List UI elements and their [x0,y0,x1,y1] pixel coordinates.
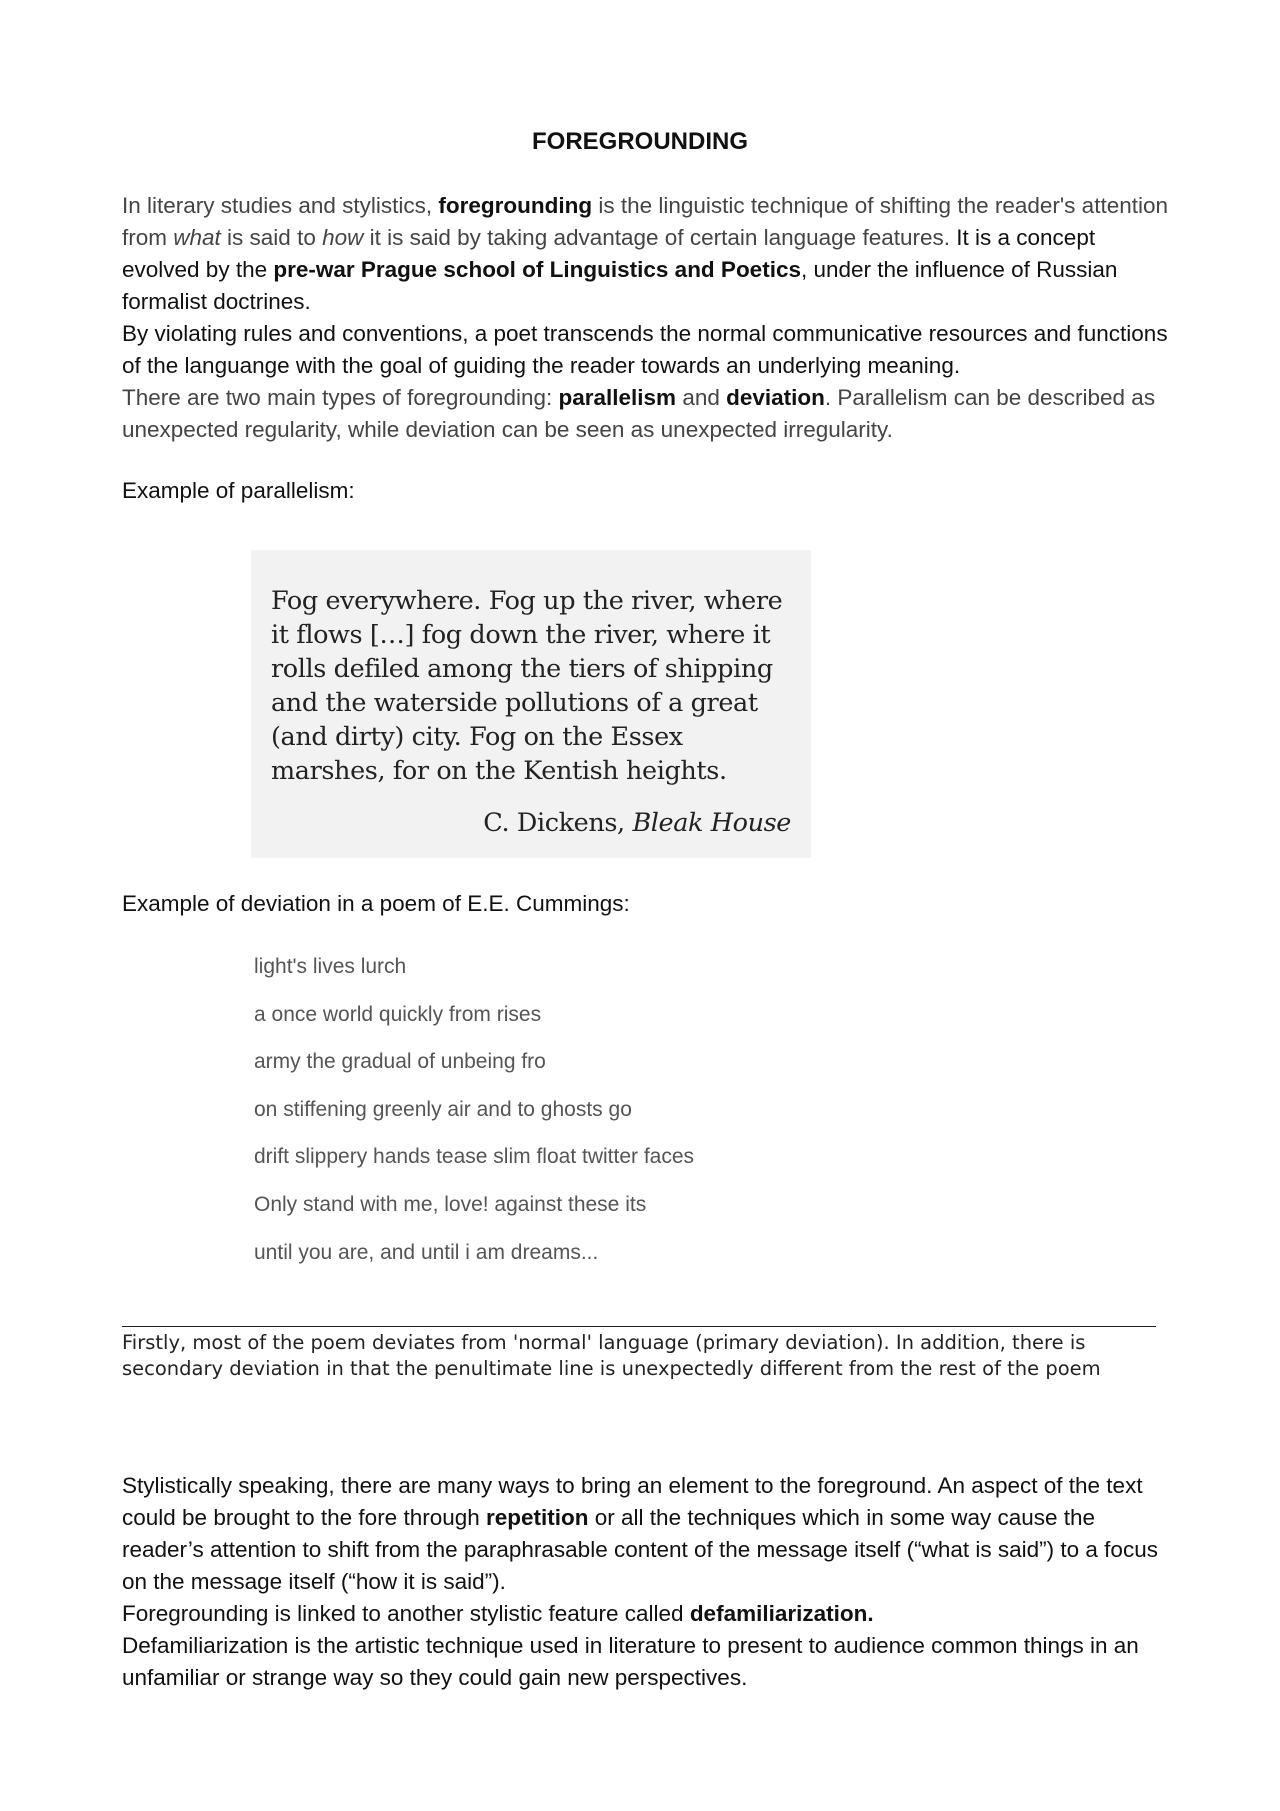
term-deviation: deviation [726,385,825,410]
poem-line: a once world quickly from rises [254,1003,542,1026]
intro-text: There are two main types of foregrounding: [122,385,559,410]
quote-citation [483,808,791,838]
separator-line [122,1326,1156,1327]
quote-text: Fog everywhere. Fog up the river, where it flows […] fog down the river, where it rolls defiled among the tiers of shipping and the waterside pollutions of a great (and dirty) city. Fog on the Essex marshes, for on the Kentish heights. [271,586,783,786]
term-repetition: repetition [486,1505,589,1530]
intro-text: is said to [220,225,323,250]
intro-paragraph [122,190,1172,446]
term-prague-school: pre-war Prague school of Linguistics and Poetics [273,257,801,282]
page-title: FOREGROUNDING [532,128,748,155]
poem-line: on stiffening greenly air and to ghosts go [254,1098,632,1121]
parallelism-label: Example of parallelism: [122,478,355,503]
closing-paragraph [122,1470,1172,1694]
intro-text: is the linguistic technique of shifting the reader's attention from [122,193,1169,250]
intro-text: It is a concept evolved by the [122,225,1096,282]
intro-text: In literary studies and stylistics, [122,193,439,218]
quote-author: C. Dickens, [483,808,633,838]
intro-text: . Parallelism can be described as unexpected regularity, while deviation can be seen as unexpected irregularity. [122,385,1156,442]
intro-text: and [676,385,727,410]
dickens-quote-box [251,550,811,858]
intro-text: By violating rules and conventions, a poet transcends the normal communicative resources and functions of the languange with the goal of guiding the reader towards an underlying meaning. [122,321,1168,378]
term-foregrounding: foregrounding [438,193,593,218]
poem-line: until you are, and until i am dreams... [254,1241,599,1264]
closing-text: Defamiliarization is the artistic technique used in literature to present to audience common things in an unfamiliar or strange way so they could gain new perspectives. [122,1633,1139,1690]
quote-work: Bleak House [632,808,791,838]
poem-line: drift slippery hands tease slim float twitter faces [254,1145,695,1168]
closing-text: Stylistically speaking, there are many ways to bring an element to the foreground. An aspect of the text could be brought to the fore through [122,1473,1143,1530]
poem-line: light's lives lurch [254,955,407,978]
intro-text: , under the influence of Russian formalist doctrines. [122,257,1118,314]
term-parallelism: parallelism [558,385,677,410]
deviation-note: Firstly, most of the poem deviates from 'normal' language (primary deviation). In addition, there is secondary deviation in that the penultimate line is unexpectedly different from the rest of the poem [122,1331,1101,1380]
poem-line: army the gradual of unbeing fro [254,1050,546,1073]
closing-text: or all the techniques which in some way cause the reader’s attention to shift from the paraphrasable content of the message itself (“what is said”) to a focus on the message itself (“how it is said”). [122,1505,1158,1594]
poem-line: Only stand with me, love! against these its [254,1193,647,1216]
deviation-label: Example of deviation in a poem of E.E. Cummings: [122,891,630,916]
emphasis-how: how [322,225,364,250]
closing-text: Foregrounding is linked to another stylistic feature called [122,1601,690,1626]
term-defamiliarization: defamiliarization. [689,1601,874,1626]
emphasis-what: what [173,225,221,250]
intro-text: it is said by taking advantage of certain language features. [363,225,951,250]
